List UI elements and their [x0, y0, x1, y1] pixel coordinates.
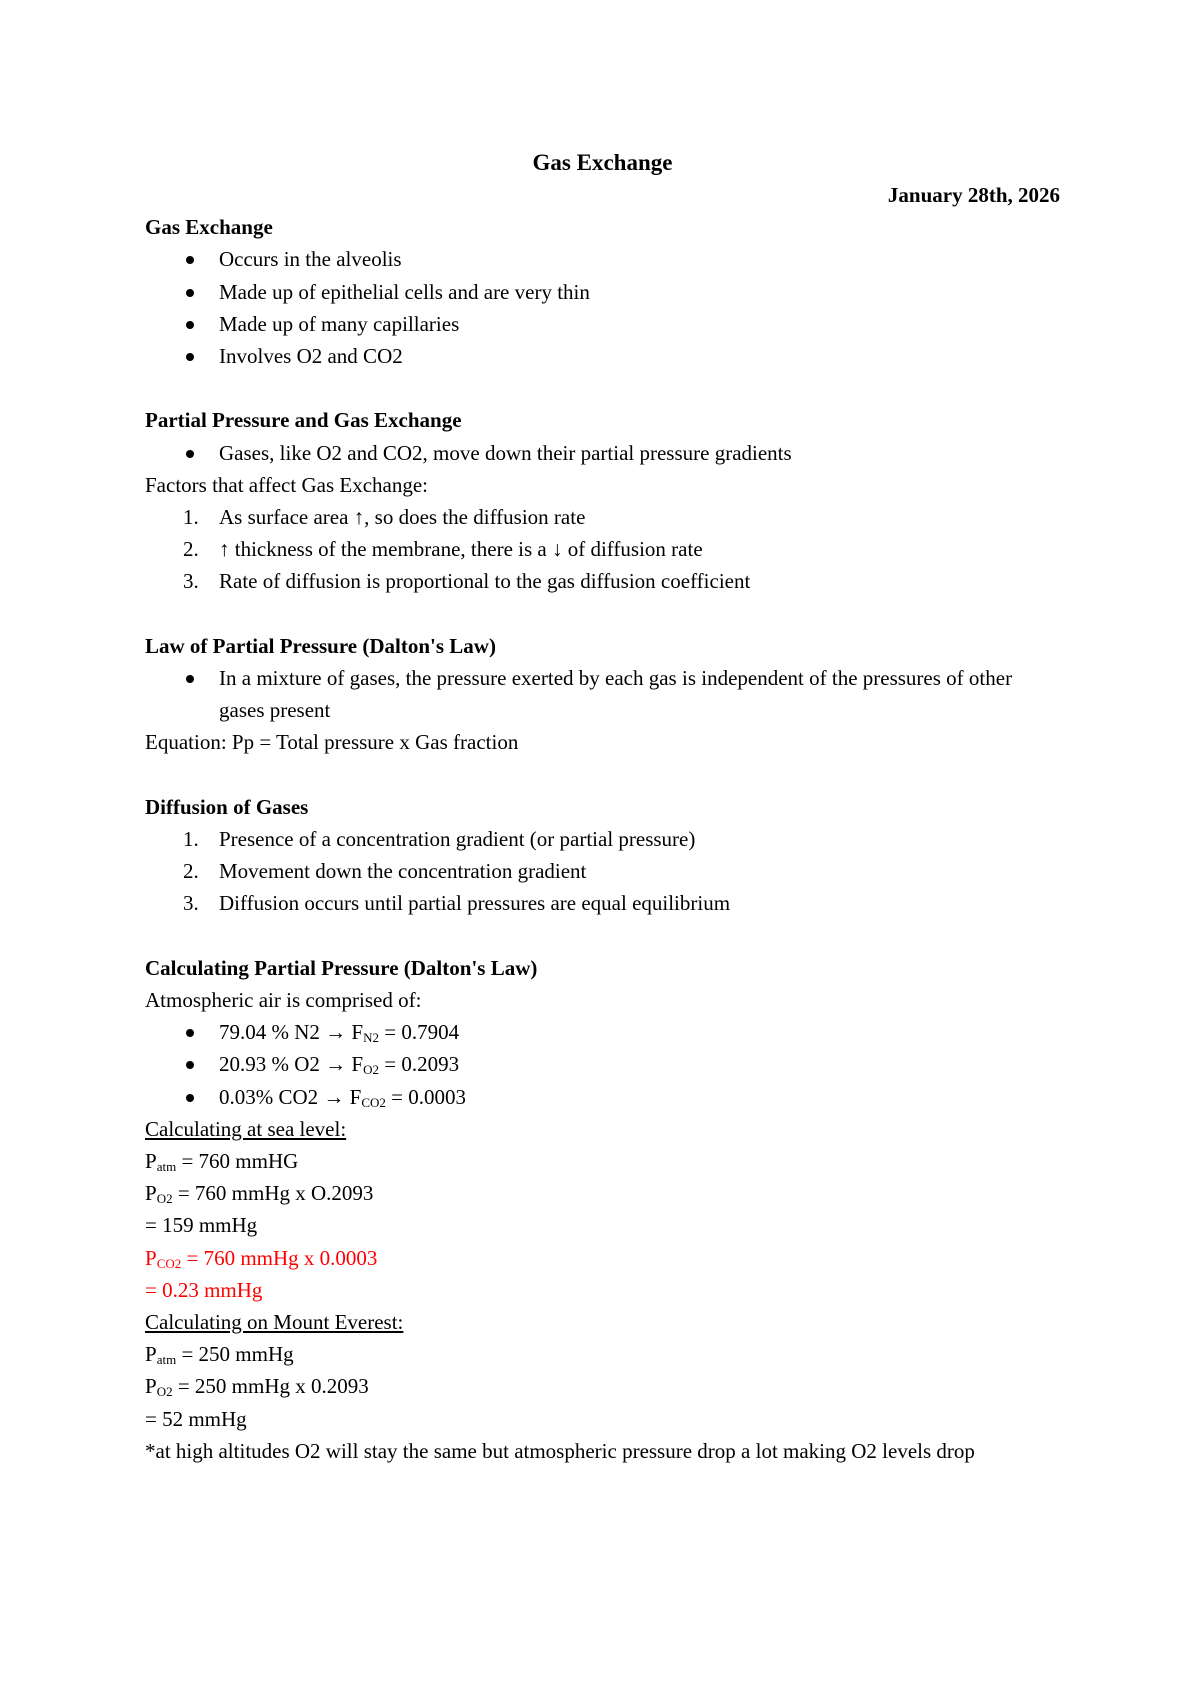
list-text: Rate of diffusion is proportional to the gas diffusion coefficient — [219, 569, 751, 594]
list-item — [145, 887, 1060, 919]
list-number: 2. — [183, 537, 199, 562]
sea-level-po2 — [145, 1177, 1060, 1209]
list-item — [145, 533, 1060, 565]
factors-label: Factors that affect Gas Exchange: — [145, 472, 428, 497]
spacer — [145, 920, 1060, 952]
sea-level-pco2-result: = 0.23 mmHg — [145, 1277, 263, 1302]
factors-list — [145, 501, 1060, 598]
list-number: 1. — [183, 827, 199, 852]
formula-text: = 760 mmHg x 0.0003 — [181, 1245, 378, 1270]
formula-text: 20.93 % O2 → F — [219, 1052, 364, 1077]
spacer — [145, 759, 1060, 791]
list-item — [145, 823, 1060, 855]
section-heading-partial-pressure: Partial Pressure and Gas Exchange — [145, 408, 462, 433]
list-item: In a mixture of gases, the pressure exerted by each gas is independent of the pressures of other gases present — [145, 662, 1060, 726]
document-page — [145, 147, 1060, 1467]
sea-level-pco2 — [145, 1242, 1060, 1274]
list-text: Presence of a concentration gradient (or partial pressure) — [219, 827, 696, 852]
list-number: 1. — [183, 505, 199, 530]
list-item: Made up of epithelial cells and are very thin — [145, 276, 1060, 308]
list-text: Movement down the concentration gradient — [219, 859, 587, 884]
everest-label: Calculating on Mount Everest: — [145, 1310, 404, 1335]
formula-text: 0.03% CO2 → F — [219, 1084, 362, 1109]
sea-level-label: Calculating at sea level: — [145, 1116, 347, 1141]
formula-text: P — [145, 1245, 157, 1270]
section-heading-diffusion: Diffusion of Gases — [145, 794, 309, 819]
formula-text: = 760 mmHg x O.2093 — [172, 1181, 374, 1206]
sea-level-po2-result: = 159 mmHg — [145, 1213, 258, 1238]
gas-exchange-bullets — [145, 243, 1060, 372]
formula-subscript: atm — [156, 1352, 177, 1368]
sea-level-patm — [145, 1145, 1060, 1177]
list-item — [145, 565, 1060, 597]
partial-pressure-bullets — [145, 437, 1060, 469]
formula-text: P — [145, 1181, 157, 1206]
formula-text: = 0.7904 — [378, 1020, 460, 1045]
diffusion-list — [145, 823, 1060, 920]
altitude-note: *at high altitudes O2 will stay the same but atmospheric pressure drop a lot making O2 levels drop — [145, 1438, 975, 1463]
formula-text: = 0.0003 — [385, 1084, 467, 1109]
everest-po2 — [145, 1370, 1060, 1402]
formula-text: = 250 mmHg — [176, 1342, 294, 1367]
daltons-law-bullets — [145, 662, 1060, 726]
formula-text: = 250 mmHg x 0.2093 — [172, 1374, 369, 1399]
formula-subscript: CO2 — [156, 1255, 182, 1271]
section-heading-gas-exchange: Gas Exchange — [145, 215, 273, 240]
formula-text: P — [145, 1342, 157, 1367]
equation-text: Equation: Pp = Total pressure x Gas fraction — [145, 730, 519, 755]
formula-subscript: O2 — [156, 1384, 173, 1400]
list-item — [145, 1016, 1060, 1048]
list-item — [145, 1081, 1060, 1113]
list-item — [145, 501, 1060, 533]
spacer — [145, 372, 1060, 404]
formula-text: = 760 mmHG — [176, 1149, 299, 1174]
section-heading-daltons-law: Law of Partial Pressure (Dalton's Law) — [145, 633, 496, 658]
formula-text: P — [145, 1374, 157, 1399]
list-text: Diffusion occurs until partial pressures are equal equilibrium — [219, 891, 731, 916]
list-text: ↑ thickness of the membrane, there is a ↓ of diffusion rate — [219, 537, 703, 562]
list-item: Involves O2 and CO2 — [145, 340, 1060, 372]
formula-subscript: N2 — [363, 1030, 379, 1046]
spacer — [145, 598, 1060, 630]
list-text: As surface area ↑, so does the diffusion rate — [219, 505, 586, 530]
list-item — [145, 855, 1060, 887]
atmospheric-intro: Atmospheric air is comprised of: — [145, 988, 422, 1013]
formula-subscript: O2 — [156, 1191, 173, 1207]
formula-subscript: atm — [156, 1159, 177, 1175]
page-date: January 28th, 2026 — [887, 183, 1060, 207]
formula-subscript: CO2 — [361, 1094, 386, 1110]
formula-subscript: O2 — [363, 1062, 379, 1078]
list-number: 3. — [183, 569, 199, 594]
list-number: 2. — [183, 859, 199, 884]
list-item: Occurs in the alveolis — [145, 243, 1060, 275]
page-title: Gas Exchange — [532, 150, 673, 175]
list-item — [145, 1048, 1060, 1080]
everest-po2-result: = 52 mmHg — [145, 1406, 247, 1431]
list-item: Gases, like O2 and CO2, move down their partial pressure gradients — [145, 437, 1060, 469]
list-number: 3. — [183, 891, 199, 916]
everest-patm — [145, 1338, 1060, 1370]
atmospheric-composition-list — [145, 1016, 1060, 1113]
formula-text: 79.04 % N2 → F — [219, 1020, 364, 1045]
list-item: Made up of many capillaries — [145, 308, 1060, 340]
formula-text: P — [145, 1149, 157, 1174]
formula-text: = 0.2093 — [378, 1052, 460, 1077]
section-heading-calculating: Calculating Partial Pressure (Dalton's Law) — [145, 955, 538, 980]
